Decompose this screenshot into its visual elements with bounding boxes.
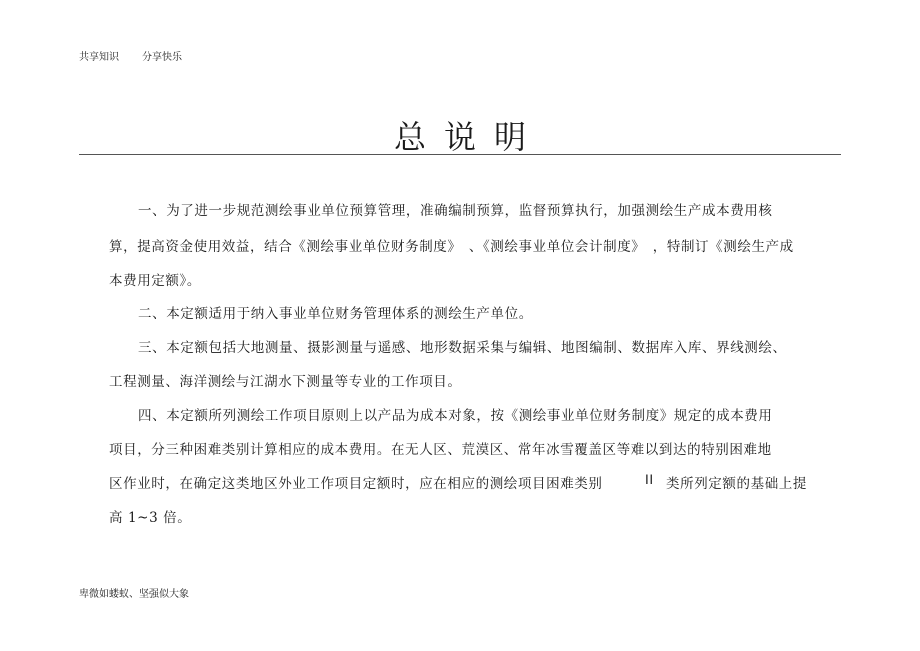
p4-line-4: 高 1~3 倍。 (109, 510, 192, 526)
p3-line-1: 三、本定额包括大地测量、摄影测量与遥感、地形数据采集与编辑、地图编制、数据库入库、界线测绘、 (138, 340, 787, 356)
p4-line-2: 项目，分三种困难类别计算相应的成本费用。在无人区、荒漠区、常年冰雪覆盖区等难以到达的特别困难地 (109, 442, 772, 458)
p4-line-1: 四、本定额所列测绘工作项目原则上以产品为成本对象，按《测绘事业单位财务制度》规定的成本费用 (138, 408, 773, 424)
header-right-text: 分享快乐 (142, 52, 182, 63)
page-title: 总说明 (393, 118, 544, 156)
p1-line-3: 本费用定额》。 (109, 273, 201, 289)
p4-line-3c: 类所列定额的基础上提 (666, 476, 807, 492)
title-divider (79, 154, 841, 155)
p2-line-1: 二、本定额适用于纳入事业单位财务管理体系的测绘生产单位。 (138, 306, 533, 322)
p1-line-2: 算，提高资金使用效益，结合《测绘事业单位财务制度》 、《测绘事业单位会计制度》 ，特制订《测绘生产成 (109, 239, 794, 255)
header-left-text: 共享知识 (79, 52, 119, 63)
p4-line-3-roman: II (645, 472, 654, 487)
p1-line-1: 一、为了进一步规范测绘事业单位预算管理，准确编制预算，监督预算执行，加强测绘生产成本费用核 (138, 203, 773, 219)
p3-line-2: 工程测量、海洋测绘与江湖水下测量等专业的工作项目。 (109, 374, 462, 390)
footer-text: 卑微如蝼蚁、坚强似大象 (79, 589, 189, 600)
p4-line-3a: 区作业时，在确定这类地区外业工作项目定额时，应在相应的测绘项目困难类别 (109, 476, 603, 492)
